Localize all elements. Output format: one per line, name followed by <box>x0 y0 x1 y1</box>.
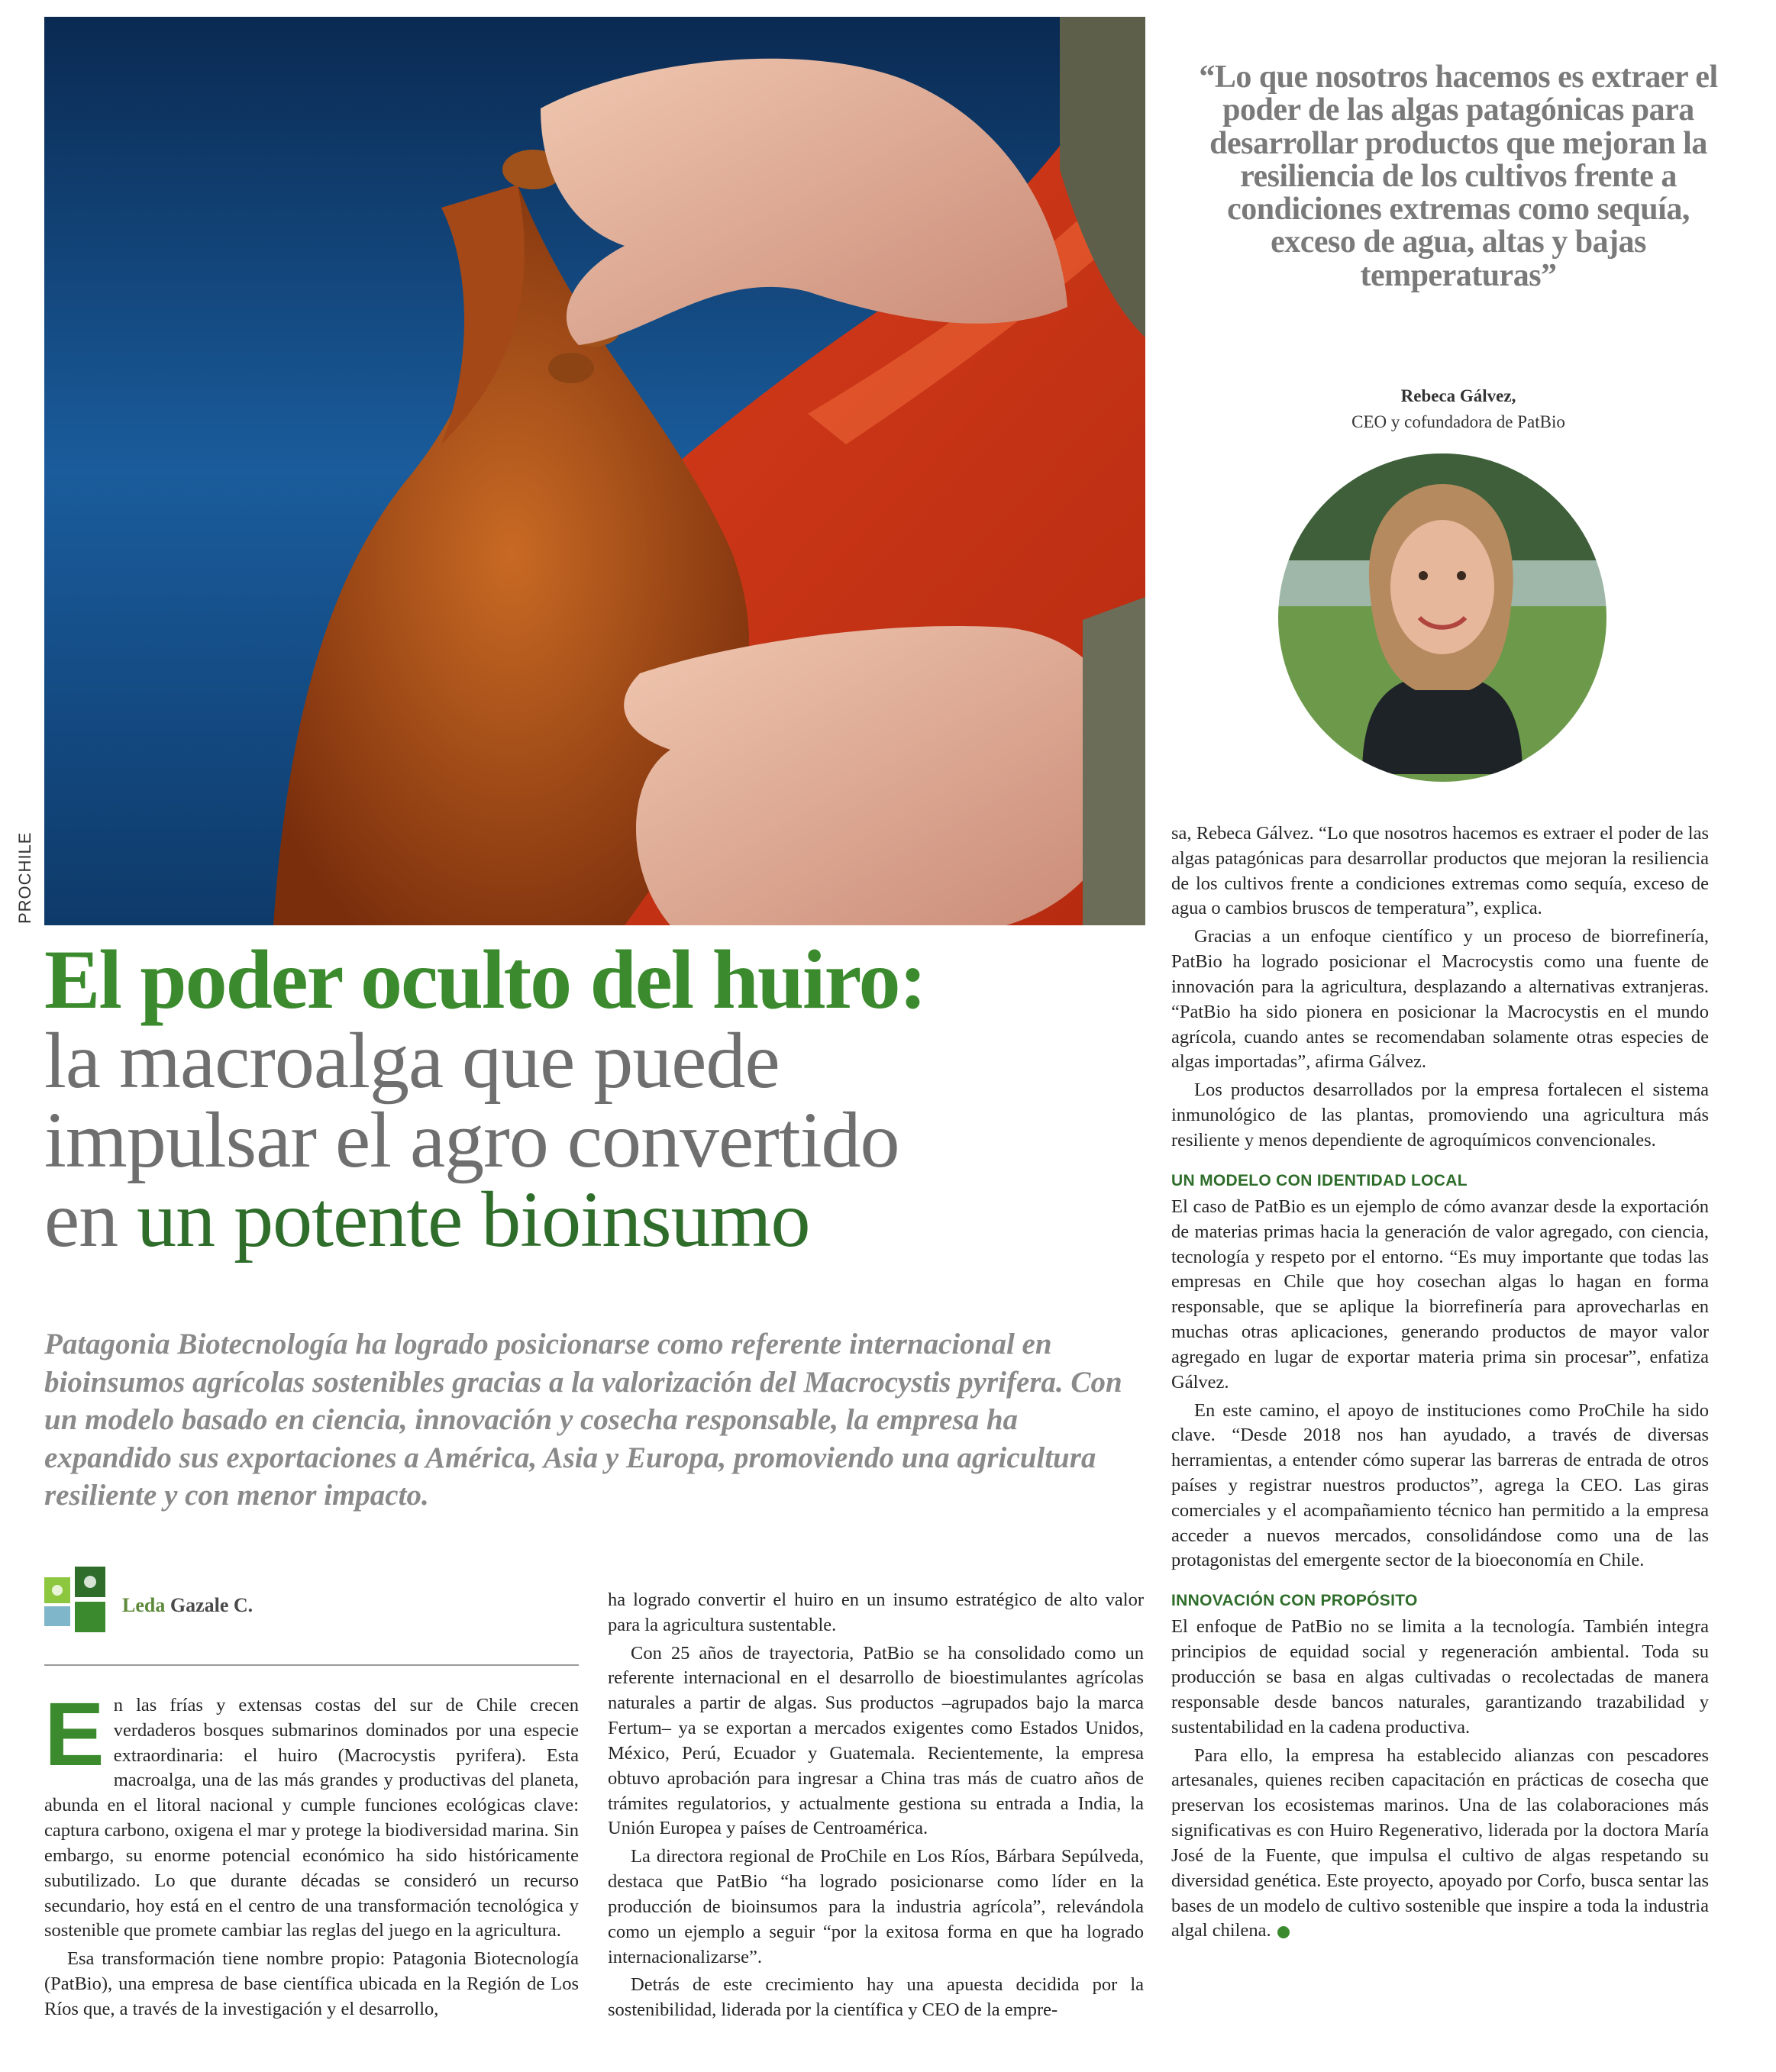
body-column-2 <box>608 1588 1144 2026</box>
author-byline <box>122 1594 253 1617</box>
paragraph-text: Para ello, la empresa ha establecido alianzas con pescadores artesanales, quienes reciben capacitación en prácticas de cosecha que preservan los ecosistemas marinos. Una de las colaboraciones más significativas es con Huiro Regenerativo, liderada por la doctora María José de la Fuente, que impulsa el cultivo de algas respetando su diversidad genética. Este proyecto, apoyado por Corfo, busca sentar las bases de un modelo de cultivo sostenible que inspire a toda la industria algal chilena. <box>1171 1744 1709 1941</box>
author-first-name: Leda <box>122 1594 170 1616</box>
headline-line-2: la macroalga que puede <box>44 1017 780 1105</box>
quote-author-name: Rebeca Gálvez, <box>1400 386 1516 405</box>
paragraph: La directora regional de ProChile en Los Ríos, Bárbara Sepúlveda, destaca que PatBio “ha logrado posicionarse como líder en la producción de bioinsumos para la industria agrícola”, relevándola como un ejemplo a seguir “por la exitosa forma en que ha logrado internacionalizarse”. <box>608 1846 1144 1967</box>
pull-quote: “Lo que nosotros hacemos es extraer el poder de las algas patagónicas para desarrollar productos que mejoran la resiliencia de los cultivos frente a condiciones extremas como sequía, exceso de agua, altas y bajas temperaturas” <box>1199 60 1718 293</box>
paragraph: El caso de PatBio es un ejemplo de cómo avanzar desde la exportación de materias primas hacia la generación de valor agregado, con ciencia, tecnología y respeto por el entorno. “Es muy importante que todas las empresas en Chile que hoy cosechan algas lo hagan en forma responsable, que se aplique la biorrefinería para aprovecharlas en muchas otras aplicaciones, generando productos de mayor valor agregado en lugar de exportar materia prima sin procesar”, enfatiza Gálvez. <box>1171 1196 1709 1393</box>
paragraph <box>44 1684 579 1944</box>
end-mark-icon <box>1277 1926 1290 1938</box>
seaweed-photo-illustration <box>44 17 1145 925</box>
paragraph <box>1171 1744 1709 1945</box>
body-column-3 <box>1171 821 1709 1947</box>
headline-line-4-prefix: en <box>44 1176 137 1264</box>
lead-paragraph: Patagonia Biotecnología ha logrado posicionarse como referente internacional en bioinsumos agrícolas sostenibles gracias a la valorización del Macrocystis pyrifera. Con un modelo basado en ciencia, innovación y cosecha responsable, la empresa ha expandido sus exportaciones a América, Asia y Europa, promoviendo una agricultura resiliente y con menor impacto. <box>44 1328 1122 1512</box>
paragraph: ha logrado convertir el huiro en un insumo estratégico de alto valor para la agricultura sustentable. <box>608 1590 1144 1635</box>
section-subheading: INNOVACIÓN CON PROPÓSITO <box>1171 1592 1418 1610</box>
headline-line-4 <box>44 1176 1144 1264</box>
author-last-name: Gazale C. <box>170 1594 253 1616</box>
section-logo-icon <box>44 1567 108 1632</box>
drop-cap: E <box>44 1684 105 1785</box>
photo-credit: PROCHILE <box>15 831 34 924</box>
paragraph: Esa transformación tiene nombre propio: Patagonia Biotecnología (PatBio), una empresa de base científica ubicada en la Región de Los Ríos que, a través de la investigación y el desarrollo, <box>44 1948 579 2019</box>
avatar <box>1278 453 1606 782</box>
paragraph: Los productos desarrollados por la empresa fortalecen el sistema inmunológico de las plantas, promoviendo una agricultura más resiliente y menos dependiente de agroquímicos convencionales. <box>1171 1080 1709 1151</box>
body-column-1 <box>44 1684 579 2025</box>
quote-author-role: CEO y cofundadora de PatBio <box>1351 412 1565 431</box>
headline-line-1: El poder oculto del huiro: <box>44 933 926 1026</box>
paragraph: En este camino, el apoyo de instituciones como ProChile ha sido clave. “Desde 2018 nos han ayudado, a través de diversas herramientas, a entender cómo superar las barreras de entrada de otros países y registrar nuestros productos”, agrega la CEO. Las giras comerciales y el acompañamiento técnico han permitido a la empresa acceder a nuevos mercados, consolidándose como una de las protagonistas del emergente sector de la bioeconomía en Chile. <box>1171 1399 1709 1571</box>
paragraph: Gracias a un enfoque científico y un proceso de biorrefinería, PatBio ha logrado posicionar el Macrocystis como una fuente de innovación para la agricultura, desplazando a alternativas extranjeras. “PatBio ha sido pionera en posicionar la Macrocystis en el mundo agrícola, cuando antes se recomendaban solamente otras especies de algas importadas”, afirma Gálvez. <box>1171 926 1709 1073</box>
byline-divider <box>44 1664 579 1666</box>
paragraph: Con 25 años de trayectoria, PatBio se ha consolidado como un referente internacional en el desarrollo de bioestimulantes agrícolas naturales a partir de algas. Sus productos –agrupados bajo la marca Fertum– ya se exportan a mercados exigentes como Estados Unidos, México, Perú, Ecuador y Guatemala. Recientemente, la empresa obtuvo aprobación para ingresar a China tras más de cuatro años de trámites regulatorios, y actualmente gestiona su entrada a India, la Unión Europea y países de Centroamérica. <box>608 1642 1144 1839</box>
paragraph: El enfoque de PatBio no se limita a la tecnología. También integra principios de equidad social y regeneración ambiental. Toda su producción se basa en algas cultivadas o recolectadas de manera responsable desde bancos naturales, garantizando trazabilidad y sustentabilidad en la cadena productiva. <box>1171 1616 1709 1738</box>
paragraph: Detrás de este crecimiento hay una apuesta decidida por la sostenibilidad, liderada por la científica y CEO de la empre- <box>608 1974 1144 2021</box>
headline <box>44 933 1144 1264</box>
hero-photo <box>44 17 1145 925</box>
headline-line-3: impulsar el agro convertido <box>44 1096 899 1184</box>
paragraph: sa, Rebeca Gálvez. “Lo que nosotros hacemos es extraer el poder de las algas patagónicas para desarrollar productos que mejoran la resiliencia de los cultivos frente a condiciones extremas como sequía, exceso de agua o cambios bruscos de temperatura”, explica. <box>1171 823 1709 919</box>
paragraph-text: n las frías y extensas costas del sur de Chile crecen verdaderos bosques submarinos dominados por una especie extraordinaria: el huiro (Macrocystis pyrifera). Esta macroalga, una de las más grandes y productivas del planeta, abunda en el litoral nacional y cumple funciones ecológicas clave: captura carbono, oxigena el mar y protege la biodiversidad marina. Sin embargo, su enorme potencial económico ha sido históricamente subutilizado. Lo que durante décadas se consideró un recurso secundario, hoy está en el centro de una transformación tecnológica y sostenible que promete cambiar las reglas del juego en la agricultura. <box>44 1695 579 1941</box>
section-subheading: UN MODELO CON IDENTIDAD LOCAL <box>1171 1171 1468 1189</box>
headline-highlight: un potente bioinsumo <box>137 1176 810 1264</box>
